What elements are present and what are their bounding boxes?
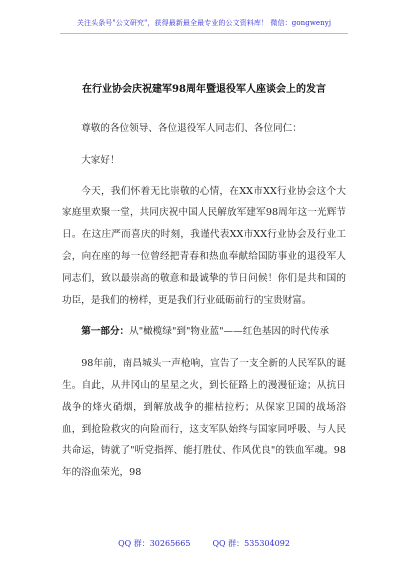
- footer-qq-group-1: QQ 群：30265665: [118, 539, 191, 548]
- footer: [0, 538, 408, 549]
- section-heading-1: [62, 321, 346, 343]
- paragraph-2: 98年前，南昌城头一声枪响，宣告了一支全新的人民军队的诞生。自此，从井冈山的星星之火，到长征路上的漫漫征途；从抗日战争的烽火硝烟，到解放战争的摧枯拉朽；从保家卫国的战场浴血，到抢险救灾的向险而行，这支军队始终与国家同呼吸、与人民共命运，铸就了"听党指挥、能打胜仗、作风优良"的铁血军魂。98年的浴血荣光，98: [62, 358, 346, 479]
- section-heading-lead: 第一部分：: [81, 326, 130, 338]
- greeting: 大家好！: [81, 154, 120, 166]
- header-banner: 关注头条号"公文研究"，获得最新最全最专业的公文资料库！ 微信：gongwenyj: [76, 19, 332, 27]
- salutation: 尊敬的各位领导、各位退役军人同志们、各位同仁：: [81, 123, 302, 134]
- paragraph-1: 今天，我们怀着无比崇敬的心情，在XX市XX行业协会这个大家庭里欢聚一堂，共同庆祝中国人民解放军建军98周年这一光辉节日。在这庄严而喜庆的时刻，我谨代表XX市XX行业协会及行业工会，向在座的每一位曾经把青春和热血奉献给国防事业的退役军人同志们，致以最崇高的敬意和最诚挚的节日问候！你们是共和国的功臣，是我们的榜样，更是我们行业砥砺前行的宝贵财富。: [62, 185, 346, 306]
- header-divider: [60, 33, 348, 34]
- document-body: [62, 118, 346, 494]
- document-title: 在行业协会庆祝建军98周年暨退役军人座谈会上的发言: [82, 84, 326, 95]
- section-heading-text: 从"橄榄绿"到"物业蓝"——红色基因的时代传承: [129, 326, 330, 338]
- footer-qq-group-2: QQ 群：535304092: [212, 539, 290, 548]
